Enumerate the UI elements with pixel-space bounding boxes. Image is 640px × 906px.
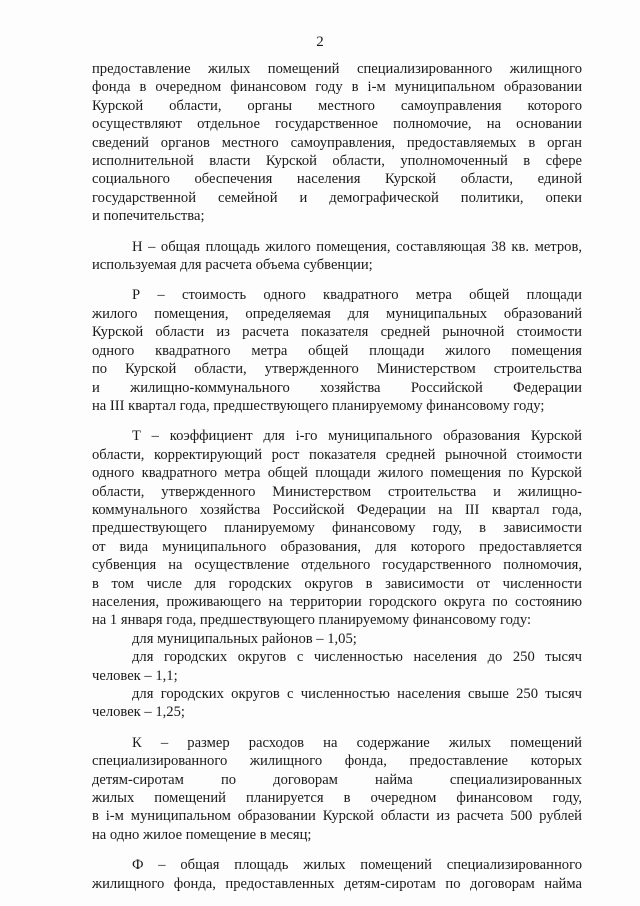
text-line: исполнительной власти Курской области, уполномоченный в сфере xyxy=(92,153,582,170)
text-line: жилого помещения, определяемая для муниципальных образований xyxy=(92,305,582,322)
text-line: осуществляют отдельное государственное полномочие, на основании xyxy=(92,116,582,133)
text-line: К – размер расходов на содержание жилых помещений xyxy=(132,734,582,751)
paragraph-f-definition xyxy=(92,856,582,893)
text-line: Р – стоимость одного квадратного метра общей площади xyxy=(132,287,582,304)
text-line: для городских округов с численностью населения до 250 тысяч xyxy=(132,649,582,666)
text-line: и жилищно-коммунального хозяйства Российской Федерации xyxy=(92,379,582,396)
text-line: от вида муниципального образования, для которого предоставляется xyxy=(92,538,582,555)
text-line: области, корректирующий рост показателя средней рыночной стоимости xyxy=(92,446,582,463)
text-line: фонда в очередном финансовом году в i-м муниципальном образовании xyxy=(92,79,582,96)
paragraph-t-large-cities xyxy=(92,685,582,722)
paragraph-p-definition xyxy=(92,286,582,415)
text-line: на одно жилое помещение в месяц; xyxy=(92,826,312,843)
text-line: области, утвержденного Министерством строительства и жилищно- xyxy=(92,483,582,500)
text-line: специализированного жилищного фонда, предоставление которых xyxy=(92,753,582,770)
paragraph-k-definition xyxy=(92,734,582,844)
text-line: для городских округов с численностью населения свыше 250 тысяч xyxy=(132,686,582,702)
paragraph-intro xyxy=(92,60,582,226)
text-line: предшествующего планируемому финансовому году, в зависимости xyxy=(92,520,582,537)
text-line: и попечительства; xyxy=(92,208,205,225)
text-line: человек – 1,25; xyxy=(92,704,185,721)
text-line: жилых помещений планируется в очередном финансовом году, xyxy=(92,790,582,807)
text-line: человек – 1,1; xyxy=(92,667,178,684)
text-line: в i-м муниципальном образовании Курской области из расчета 500 рублей xyxy=(92,808,582,825)
paragraph-h-definition xyxy=(92,238,582,275)
paragraph-t-districts xyxy=(92,630,582,648)
text-line: коммунального хозяйства Российской Федерации на III квартал года, xyxy=(92,501,582,518)
text-line: по Курской области, утвержденного Министерством строительства xyxy=(92,361,582,378)
text-line: детям-сиротам по договорам найма специализированных xyxy=(92,771,582,788)
text-line: для муниципальных районов – 1,05; xyxy=(132,630,357,647)
text-line: населения, проживающего на территории городского округа по состоянию xyxy=(92,593,582,610)
text-line: одного квадратного метра общей площади жилого помещения по Курской xyxy=(92,465,582,482)
text-line: используемая для расчета объема субвенции; xyxy=(92,257,373,274)
text-line: жилищного фонда, предоставленных детям-сиротам по договорам найма xyxy=(92,875,582,892)
text-line: государственной семейной и демографической политики, опеки xyxy=(92,189,582,206)
page-number: 2 xyxy=(316,34,324,50)
text-line: субвенция на осуществление отдельного государственного полномочия, xyxy=(92,557,582,574)
document-body xyxy=(92,60,582,893)
text-line: Т – коэффициент для i-го муниципального образования Курской xyxy=(132,428,582,445)
text-line: Н – общая площадь жилого помещения, составляющая 38 кв. метров, xyxy=(132,238,582,255)
text-line: на 1 января года, предшествующего планируемому финансовому году: xyxy=(92,612,532,629)
text-line: предоставление жилых помещений специализированного жилищного xyxy=(92,61,582,77)
text-line: Курской области, органы местного самоуправления которого xyxy=(92,97,582,114)
paragraph-t-small-cities xyxy=(92,648,582,685)
text-line: сведений органов местного самоуправления, предоставляемых в орган xyxy=(92,134,582,151)
text-line: Ф – общая площадь жилых помещений специализированного xyxy=(132,857,582,874)
text-line: одного квадратного метра общей площади жилого помещения xyxy=(92,342,582,359)
text-line: Курской области из расчета показателя средней рыночной стоимости xyxy=(92,324,582,341)
paragraph-t-definition xyxy=(92,427,582,629)
text-line: на III квартал года, предшествующего планируемому финансовому году; xyxy=(92,397,545,414)
text-line: социального обеспечения населения Курской области, единой xyxy=(92,171,582,188)
text-line: в том числе для городских округов в зависимости от численности xyxy=(92,575,582,592)
